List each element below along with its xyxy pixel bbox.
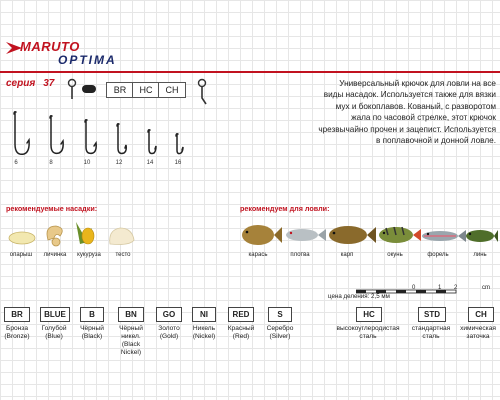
tench-icon: [466, 230, 498, 242]
color-label-s: Серебро (Silver): [266, 325, 294, 340]
steel-code-std: STD: [418, 307, 446, 322]
maggot-icon: [9, 232, 35, 244]
fish-label: плотва: [290, 252, 310, 258]
hook-size-label: 8: [49, 160, 53, 166]
color-label-b: Чёрный (Black): [80, 325, 104, 340]
fish-label: карась: [248, 252, 268, 258]
color-code-blue: BLUE: [40, 307, 70, 322]
fish-label: окунь: [387, 252, 403, 258]
series-number: 37: [43, 78, 55, 89]
black-coating-icon: [82, 85, 96, 93]
header-divider: [0, 71, 500, 73]
series-heading: [6, 78, 54, 89]
product-description: Универсальный крючок для ловли на все виды насадок. Используется также для вязки мух и бокоплавов. Кованый, с разворотом жала по часовой стрелке, этот крючок чрезвычайно прочен и зацепист. Используется в поплавочной и донной ловле.: [318, 79, 496, 146]
bait-label: опарыш: [9, 252, 33, 258]
crucian-carp-icon: [242, 225, 282, 245]
color-label-red: Красный (Red): [227, 325, 255, 340]
attribute-badge-ch: CH: [158, 82, 186, 98]
fish-title: рекомендуем для ловли:: [240, 204, 330, 213]
color-code-go: GO: [156, 307, 182, 322]
hook-size-16-icon: [176, 134, 183, 154]
scale-tick-1: 1: [438, 285, 442, 291]
color-code-br: BR: [4, 307, 30, 322]
hook-size-8-icon: [50, 116, 63, 154]
scale-tick-0: 0: [412, 285, 416, 291]
larva-icon: [47, 226, 62, 246]
brand-logo-optima: OPTIMA: [58, 53, 117, 67]
perch-icon: [379, 227, 421, 243]
steel-label-ch: химическая заточка: [460, 325, 496, 340]
scale-label: цена деления: 2,5 мм: [328, 293, 390, 300]
ring-eye-icon: [66, 78, 78, 105]
color-code-red: RED: [228, 307, 254, 322]
hooks-illustration: [0, 108, 200, 160]
corn-icon: [76, 222, 94, 244]
hook-size-label: 14: [146, 160, 154, 166]
steel-label-hc: высокоуглеродистая сталь: [336, 325, 400, 340]
steel-code-hc: HC: [356, 307, 382, 322]
fish-label: форель: [427, 252, 449, 258]
steel-label-std: стандартная сталь: [411, 325, 451, 340]
series-label: серия: [6, 78, 36, 89]
color-label-go: Золото (Gold): [158, 325, 180, 340]
baits-illustration: [0, 218, 140, 250]
color-code-s: S: [268, 307, 292, 322]
scale-unit: cm: [482, 285, 490, 291]
attribute-badge-hc: HC: [132, 82, 160, 98]
steel-code-ch: CH: [468, 307, 494, 322]
hook-size-label: 12: [115, 160, 123, 166]
fish-label: линь: [473, 252, 487, 258]
color-label-br: Бронза (Bronze): [4, 325, 30, 340]
scale-tick-2: 2: [454, 285, 458, 291]
bait-label: кукуруза: [77, 252, 101, 258]
bait-label: тесто: [115, 252, 131, 258]
color-label-blue: Голубой (Blue): [41, 325, 67, 340]
hook-size-10-icon: [85, 120, 96, 154]
carp-icon: [329, 226, 376, 244]
brand-logo-maruto: MARUTO: [20, 39, 80, 54]
trout-icon: [422, 230, 466, 242]
roach-icon: [286, 229, 326, 241]
color-label-bn: Чёрный никел. (Black Nickel): [119, 325, 143, 356]
hook-size-label: 6: [14, 160, 18, 166]
hook-size-12-icon: [117, 124, 126, 154]
color-code-bn: BN: [118, 307, 144, 322]
attribute-badge-br: BR: [106, 82, 134, 98]
color-code-ni: NI: [192, 307, 216, 322]
hook-size-label: 10: [83, 160, 91, 166]
color-label-ni: Никель (Nickel): [192, 325, 216, 340]
fish-label: карп: [340, 252, 354, 258]
dough-icon: [110, 228, 134, 245]
baits-title: рекомендуемые насадки:: [6, 204, 98, 213]
bait-label: личинка: [43, 252, 67, 258]
hook-size-14-icon: [148, 130, 156, 154]
hook-size-label: 16: [174, 160, 182, 166]
hook-eye-turn-icon: [196, 78, 210, 111]
fish-illustration: [236, 218, 498, 252]
hook-size-6-icon: [14, 112, 29, 155]
color-code-b: B: [80, 307, 104, 322]
